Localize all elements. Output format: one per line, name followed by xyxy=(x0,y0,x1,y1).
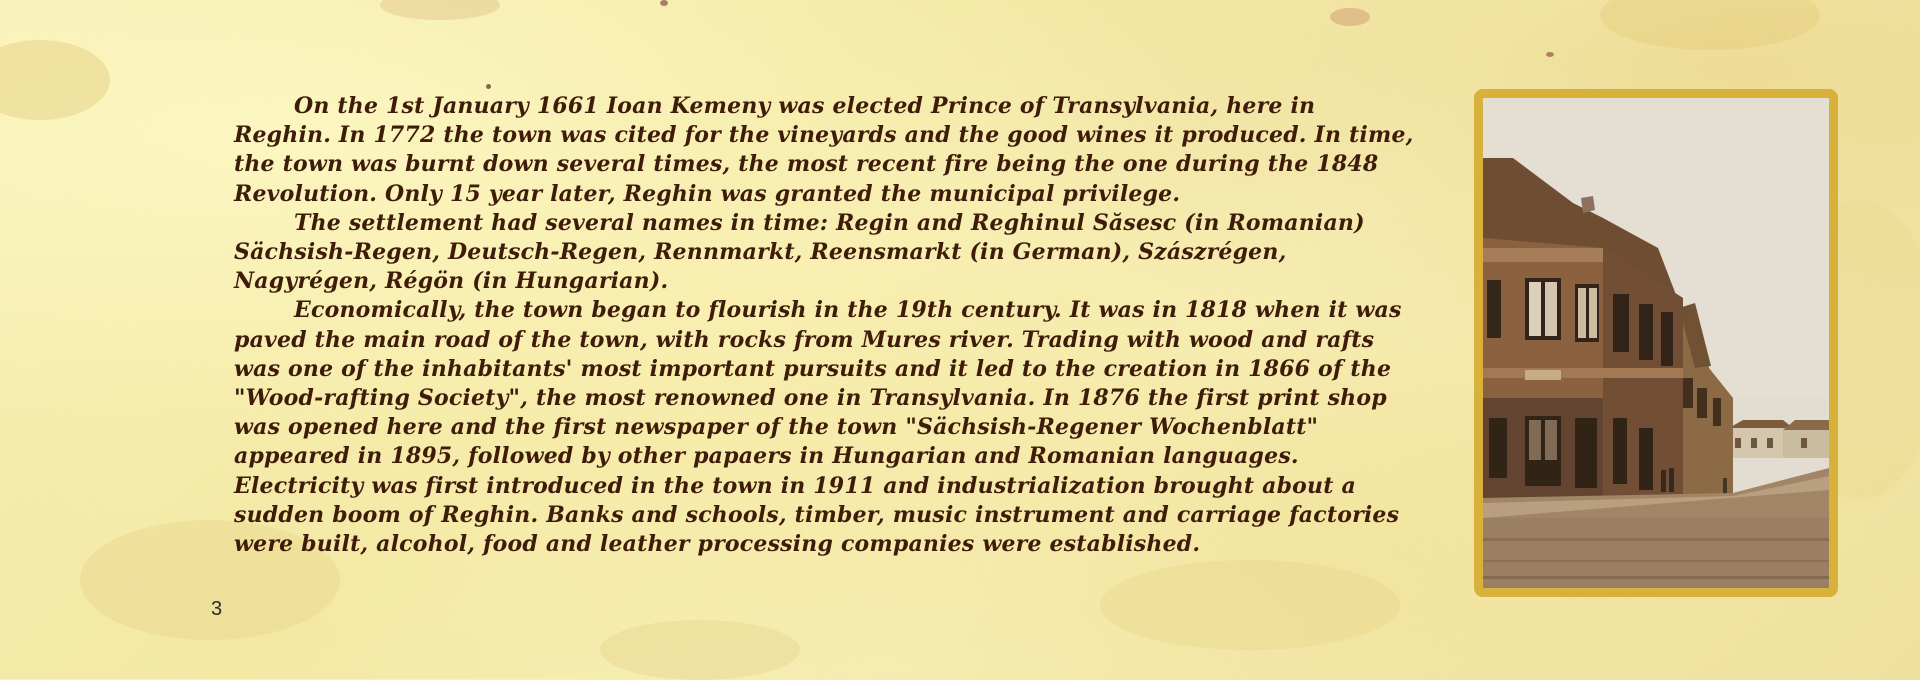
paragraph-names: The settlement had several names in time: Regin and Reghinul Săsesc (in Romanian) Sächsish-Regen, Deutsch-Regen, Rennmarkt, Reensmarkt (in German), Szászrégen, Nagyrégen, Régön (in Hungarian). xyxy=(234,209,1365,295)
body-text xyxy=(234,92,1419,559)
paragraph-economy: Economically, the town began to flourish in the 19th century. It was in 1818 when it was paved the main road of the town, with rocks from Mures river. Trading with wood and rafts was one of the inhabitants' most important pursuits and it led to the creation in 1866 of the "Wood-rafting Society", the most renowned one in Transylvania. In 1876 the first print shop was opened here and the first newspaper of the town "Sächsish-Regener Wochenblatt" appeared in 1895, followed by other papaers in Hungarian and Romanian languages. Electricity was first introduced in the town in 1911 and industrialization brought about a sudden boom of Reghin. Banks and schools, timber, music instrument and carriage factories were built, alcohol, food and leather processing companies were established. xyxy=(234,297,1402,558)
historic-photo-frame xyxy=(1474,89,1838,597)
page-number: 3 xyxy=(211,598,223,620)
historic-street-photo xyxy=(1483,98,1829,588)
paragraph-history: On the 1st January 1661 Ioan Kemeny was elected Prince of Transylvania, here in Reghin. In 1772 the town was cited for the vineyards and the good wines it produced. In time, the town was burnt down several times, the most recent fire being the one during the 1848 Revolution. Only 15 year later, Reghin was granted the municipal privilege. xyxy=(234,93,1414,207)
